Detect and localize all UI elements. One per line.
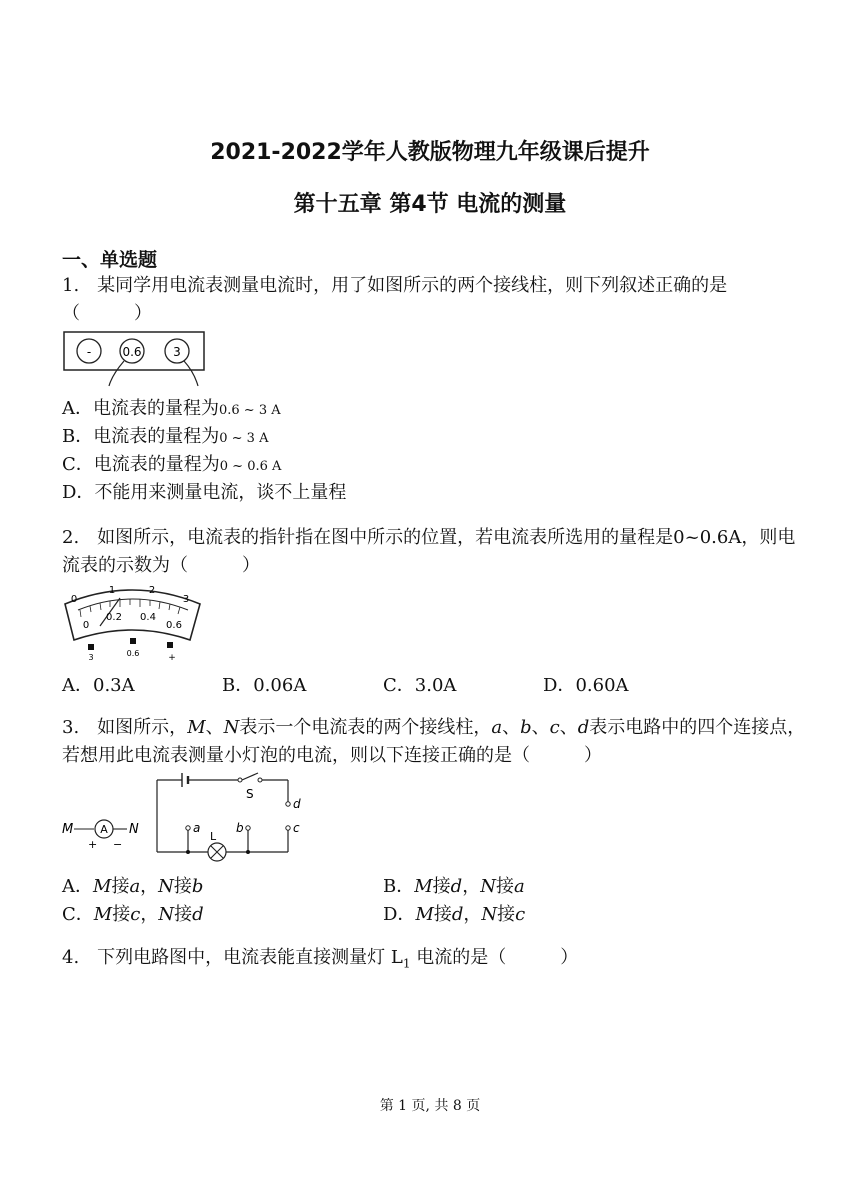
point-a	[186, 826, 190, 830]
wire-right	[184, 361, 198, 386]
switch-label: S	[246, 787, 254, 801]
q1-option-b[interactable]: B．电流表的量程为0 ~ 3 A	[62, 426, 269, 447]
scale-top-2: 2	[148, 585, 156, 596]
q2-option-b[interactable]: B．0.06A	[222, 675, 307, 696]
question-4-text: 4. 下列电路图中，电流表能直接测量灯 $L_1$ 电流的是（ ）	[62, 947, 579, 971]
label-m: M	[62, 822, 74, 837]
scale-top-3: 3	[182, 594, 190, 605]
page-title: 2021-2022学年人教版物理九年级课后提升	[210, 140, 650, 165]
label-minus: −	[113, 838, 123, 851]
scale-arc	[78, 599, 188, 610]
label-c: c	[293, 821, 300, 835]
label-plus: +	[88, 838, 98, 851]
terminal-0-6-label: 0.6	[126, 649, 140, 658]
terminal-3-label: 3	[173, 345, 181, 359]
switch-blade	[242, 773, 258, 780]
chapter-subtitle: 第十五章 第4节 电流的测量	[293, 192, 567, 217]
q1-terminal-figure	[62, 330, 212, 388]
scale-top-1: 1	[108, 585, 116, 596]
page-footer: 第 1 页, 共 8 页	[379, 1098, 481, 1114]
q2-option-c[interactable]: C．3.0A	[383, 675, 457, 696]
terminal-3-label: 3	[88, 653, 94, 662]
terminal-3	[88, 644, 94, 650]
section-heading: 一、单选题	[62, 249, 158, 271]
q3-option-b[interactable]: B．M接d，N接a	[383, 876, 525, 897]
q2-option-a[interactable]: A．0.3A	[62, 675, 135, 696]
scale-ticks	[80, 599, 180, 617]
terminal-0-6-label: 0.6	[122, 345, 142, 359]
terminal-plus-label: +	[168, 653, 176, 663]
q2-ammeter-dial-figure	[60, 582, 210, 664]
wire-left	[109, 361, 124, 386]
q1-option-a[interactable]: A．电流表的量程为0.6 ~ 3 A	[62, 398, 281, 419]
q2-option-d[interactable]: D．0.60A	[543, 675, 629, 696]
label-a: a	[193, 821, 201, 835]
point-c	[286, 826, 290, 830]
q1-option-d[interactable]: D．不能用来测量电流，谈不上量程	[62, 482, 347, 503]
scale-top-0: 0	[70, 594, 78, 605]
scale-bottom-2: 0.4	[140, 612, 156, 623]
question-1-text: 1. 某同学用电流表测量电流时，用了如图所示的两个接线柱，则下列叙述正确的是（ ）	[62, 275, 728, 324]
label-n: N	[129, 822, 139, 837]
q3-option-a[interactable]: A．M接a，N接b	[62, 876, 204, 897]
question-2-text: 2. 如图所示，电流表的指针指在图中所示的位置，若电流表所选用的量程是0~0.6A，则电流表的示数为（ ）	[62, 527, 796, 576]
q1-option-c[interactable]: C．电流表的量程为0 ~ 0.6 A	[62, 454, 282, 475]
lamp-label: L	[210, 830, 217, 843]
terminal-minus-label: -	[86, 345, 92, 359]
scale-bottom-3: 0.6	[166, 620, 182, 631]
terminal-0-6	[130, 638, 136, 644]
label-d: d	[293, 797, 301, 811]
q3-circuit-figure	[60, 770, 310, 862]
scale-bottom-1: 0.2	[106, 612, 122, 623]
question-3-text: 3. 如图所示，M、N表示一个电流表的两个接线柱，a、b、c、d表示电路中的四个连接点，若想用此电流表测量小灯泡的电流，则以下连接正确的是（ ）	[62, 717, 806, 766]
point-d	[286, 802, 290, 806]
point-b	[246, 826, 250, 830]
dial-frame	[65, 590, 200, 640]
q3-option-c[interactable]: C．M接c，N接d	[62, 904, 204, 925]
q3-option-d[interactable]: D．M接d，N接c	[383, 904, 526, 925]
label-b: b	[236, 821, 244, 835]
terminal-plus	[167, 642, 173, 648]
scale-bottom-0: 0	[82, 620, 90, 631]
ammeter-label: A	[100, 823, 108, 836]
